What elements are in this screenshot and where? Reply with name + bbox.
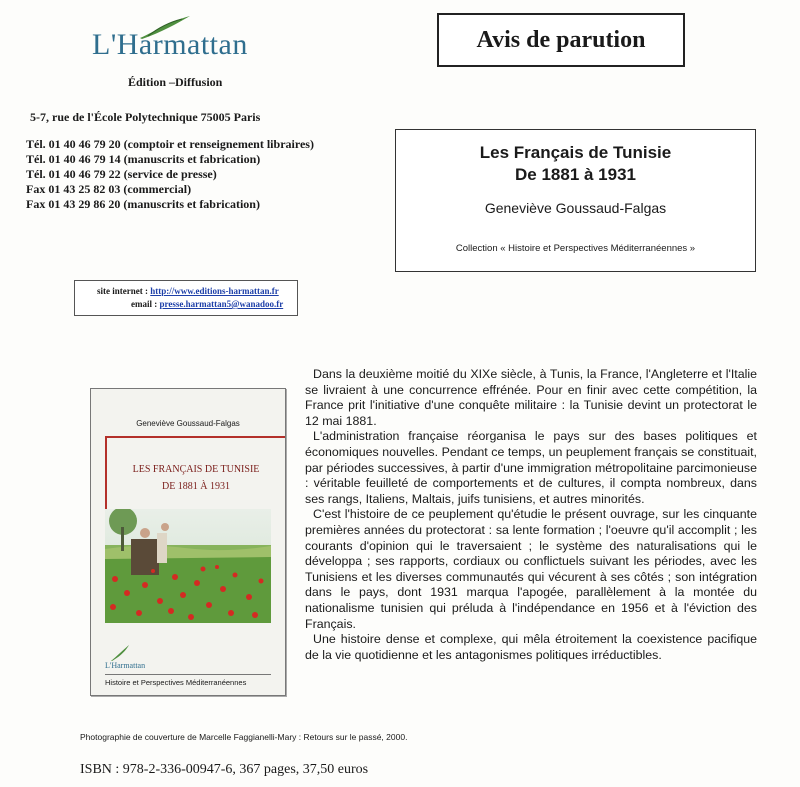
email-label: email : xyxy=(131,299,158,309)
cover-collection: Histoire et Perspectives Méditerranéennes xyxy=(105,674,271,687)
photo-credit: Photographie de couverture de Marcelle Faggianelli-Mary : Retours sur le passé, 2000. xyxy=(80,732,408,742)
email-link[interactable]: presse.harmattan5@wanadoo.fr xyxy=(159,299,284,309)
website-label: site internet : xyxy=(97,286,148,296)
cover-logo-text: L'Harmattan xyxy=(105,661,146,670)
cover-title xyxy=(107,461,285,495)
book-title xyxy=(396,142,755,186)
logo-text: L'Harmattan xyxy=(92,28,248,61)
description-paragraph: Dans la deuxième moitié du XIXe siècle, à Tunis, la France, l'Angleterre et l'Italie se livraient à une concurrence effrénée. Pour en finir avec cette compétition, la France prit l'initiative d'une conquête militaire : la Tunisie devint un protectorat le 12 mai 1881. xyxy=(305,367,757,428)
phone-list xyxy=(26,137,314,212)
phone-line: Tél. 01 40 46 79 14 (manuscrits et fabrication) xyxy=(26,152,261,166)
cover-photo xyxy=(105,509,271,623)
book-cover xyxy=(90,388,286,696)
cover-title-line1: LES FRANÇAIS DE TUNISIE xyxy=(132,464,260,475)
isbn-line: ISBN : 978-2-336-00947-6, 367 pages, 37,50 euros xyxy=(80,762,369,777)
description-paragraph: L'administration française réorganisa le pays sur des bases politiques et économiques nouvelles. Pendant ce temps, un peuplement français se constituait, par périodes successives, à partir d'une immigration métropolitaine parcimonieuse : véritable feuilleté de comportements et de cultures, il compta nombreux, dans ses rangs, Italiens, Maltais, juifs tunisiens, et autres minorités. xyxy=(305,429,757,506)
cover-title-line2: DE 1881 À 1931 xyxy=(161,481,231,492)
publisher-logo xyxy=(92,18,292,66)
book-description xyxy=(305,367,757,663)
phone-line: Tél. 01 40 46 79 20 (comptoir et renseignement libraires) xyxy=(26,137,314,151)
book-author: Geneviève Goussaud-Falgas xyxy=(484,200,667,216)
edition-label: Édition –Diffusion xyxy=(128,75,223,89)
contact-box xyxy=(74,280,298,316)
book-title-line1: Les Français de Tunisie xyxy=(479,143,672,162)
book-title-line2: De 1881 à 1931 xyxy=(515,165,636,184)
cover-author: Geneviève Goussaud-Falgas xyxy=(136,419,240,428)
description-paragraph: Une histoire dense et complexe, qui mêla étroitement la coexistence pacifique de la vie quotidienne et les antagonismes politiques irréductibles. xyxy=(305,632,757,662)
cover-logo-leaf-icon xyxy=(109,644,131,662)
fax-line: Fax 01 43 25 82 03 (commercial) xyxy=(26,182,192,196)
phone-line: Tél. 01 40 46 79 22 (service de presse) xyxy=(26,167,217,181)
book-info-box xyxy=(395,129,756,272)
fax-line: Fax 01 43 29 86 20 (manuscrits et fabrication) xyxy=(26,197,260,211)
website-link[interactable]: http://www.editions-harmattan.fr xyxy=(150,286,279,296)
website-row xyxy=(97,286,279,296)
notice-heading: Avis de parution xyxy=(437,13,685,67)
email-row xyxy=(131,299,283,309)
cover-rule xyxy=(105,436,285,438)
book-collection: Collection « Histoire et Perspectives Méditerranéennes » xyxy=(455,243,696,254)
publisher-address: 5-7, rue de l'École Polytechnique 75005 Paris xyxy=(30,110,261,124)
description-paragraph: C'est l'histoire de ce peuplement qu'étudie le présent ouvrage, sur les cinquante premières années du protectorat : sa lente formation ; l'oeuvre qu'il accomplit ; les courants d'opinion qui le traversaient ; le système des naturalisations qui le développa ; ses rapports, cordiaux ou conflictuels suivant les périodes, avec les Tunisiens et les diverses communautés qui vécurent à ses côtés ; son intégration dans le pays, dont 1931 marqua l'apogée, parallèlement à la montée du nationalisme tunisien qui préluda à l'indépendance en 1956 et à l'éviction des Français. xyxy=(305,507,757,631)
